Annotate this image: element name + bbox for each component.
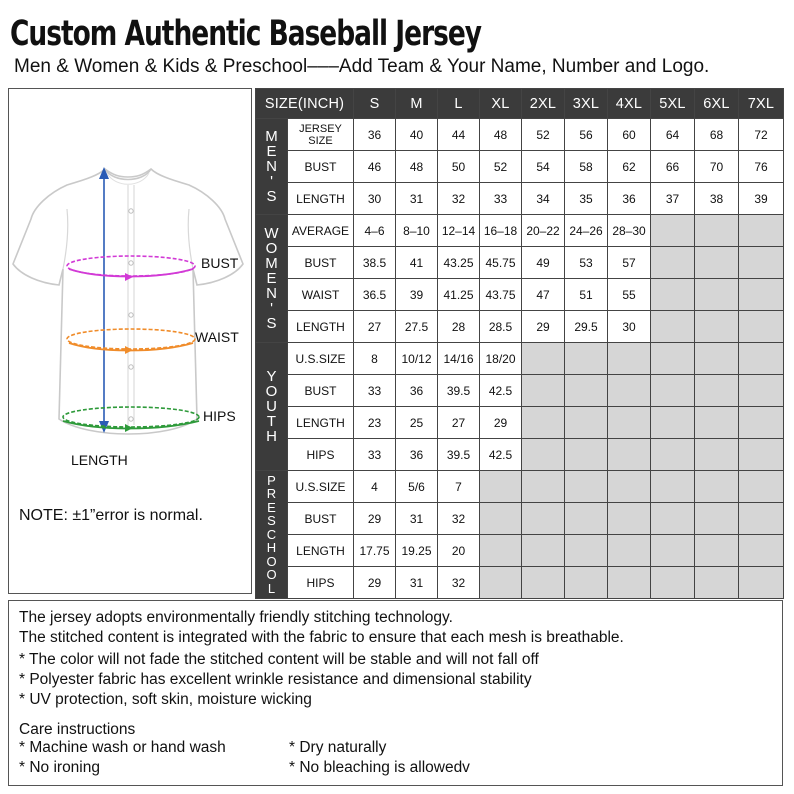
group-letter: ' bbox=[270, 173, 273, 190]
feature-bullet: * The color will not fade the stitched content will be stable and will not fall off bbox=[19, 651, 539, 668]
size-value-cell: 55 bbox=[608, 279, 651, 311]
size-value-cell bbox=[565, 407, 608, 439]
size-value-cell bbox=[739, 407, 784, 439]
row-label bbox=[288, 439, 354, 471]
table-row bbox=[256, 567, 784, 599]
size-value-cell bbox=[651, 247, 695, 279]
size-value-cell bbox=[695, 503, 739, 535]
size-value-cell: 76 bbox=[739, 151, 784, 183]
size-value-cell bbox=[695, 535, 739, 567]
group-letter: O bbox=[266, 553, 277, 569]
table-row bbox=[256, 503, 784, 535]
size-value-cell: 10/12 bbox=[396, 343, 438, 375]
size-value-cell: 39 bbox=[396, 279, 438, 311]
size-value-cell: 43.25 bbox=[438, 247, 480, 279]
size-value-cell bbox=[651, 279, 695, 311]
size-value-cell bbox=[565, 535, 608, 567]
row-label-line: SIZE bbox=[308, 134, 333, 147]
size-value-cell bbox=[739, 471, 784, 503]
size-column-header: 4XL bbox=[608, 89, 651, 119]
size-value-cell bbox=[608, 407, 651, 439]
group-letter: C bbox=[266, 526, 277, 542]
row-label-line: LENGTH bbox=[296, 319, 345, 334]
size-value-cell: 39.5 bbox=[438, 375, 480, 407]
group-label-cell bbox=[256, 471, 288, 599]
size-value-cell bbox=[522, 343, 565, 375]
size-value-cell bbox=[739, 215, 784, 247]
group-label-cell bbox=[256, 215, 288, 343]
size-value-cell bbox=[695, 407, 739, 439]
size-value-cell: 32 bbox=[438, 503, 480, 535]
group-letter: S bbox=[266, 315, 277, 332]
table-row bbox=[256, 119, 784, 151]
size-value-cell: 32 bbox=[438, 183, 480, 215]
size-value-cell: 56 bbox=[565, 119, 608, 151]
size-value-cell: 27 bbox=[438, 407, 480, 439]
size-value-cell bbox=[608, 439, 651, 471]
tolerance-note: NOTE: ±1”error is normal. bbox=[19, 507, 203, 524]
size-column-header: L bbox=[438, 89, 480, 119]
size-value-cell: 30 bbox=[608, 311, 651, 343]
size-value-cell bbox=[608, 343, 651, 375]
care-title: Care instructions bbox=[19, 721, 136, 738]
size-value-cell: 36 bbox=[396, 439, 438, 471]
size-value-cell: 27.5 bbox=[396, 311, 438, 343]
size-column-header: S bbox=[354, 89, 396, 119]
size-value-cell: 72 bbox=[739, 119, 784, 151]
size-header-row bbox=[256, 89, 784, 119]
size-value-cell bbox=[522, 471, 565, 503]
row-label-line: BUST bbox=[304, 255, 337, 270]
size-value-cell: 37 bbox=[651, 183, 695, 215]
size-value-cell: 53 bbox=[565, 247, 608, 279]
group-letter: U bbox=[266, 398, 277, 415]
row-label bbox=[288, 119, 354, 151]
size-value-cell: 44 bbox=[438, 119, 480, 151]
table-row bbox=[256, 535, 784, 567]
group-letter: P bbox=[267, 472, 276, 488]
size-value-cell: 8 bbox=[354, 343, 396, 375]
size-value-cell bbox=[522, 407, 565, 439]
size-value-cell: 36 bbox=[396, 375, 438, 407]
size-value-cell: 52 bbox=[522, 119, 565, 151]
size-value-cell bbox=[565, 375, 608, 407]
row-label-line: BUST bbox=[304, 159, 337, 174]
row-label-line: LENGTH bbox=[296, 415, 345, 430]
size-value-cell: 18/20 bbox=[480, 343, 522, 375]
size-value-cell: 50 bbox=[438, 151, 480, 183]
size-value-cell bbox=[522, 567, 565, 599]
feature-bullet: * Polyester fabric has excellent wrinkle resistance and dimensional stability bbox=[19, 671, 532, 688]
size-value-cell bbox=[651, 407, 695, 439]
hips-label: HIPS bbox=[203, 408, 236, 424]
size-value-cell bbox=[522, 375, 565, 407]
size-value-cell: 52 bbox=[480, 151, 522, 183]
size-value-cell bbox=[695, 215, 739, 247]
size-value-cell bbox=[522, 439, 565, 471]
size-value-cell: 40 bbox=[396, 119, 438, 151]
size-value-cell: 24–26 bbox=[565, 215, 608, 247]
table-row bbox=[256, 407, 784, 439]
row-label-line: WAIST bbox=[301, 287, 340, 302]
group-letter: O bbox=[265, 383, 278, 400]
size-value-cell bbox=[608, 471, 651, 503]
group-letter: H bbox=[266, 540, 277, 556]
size-unit-header: SIZE(INCH) bbox=[256, 89, 354, 119]
row-label bbox=[288, 567, 354, 599]
size-value-cell: 39.5 bbox=[438, 439, 480, 471]
row-label-line: LENGTH bbox=[296, 191, 345, 206]
table-row bbox=[256, 151, 784, 183]
group-letter: Y bbox=[266, 368, 277, 385]
size-value-cell: 45.75 bbox=[480, 247, 522, 279]
group-label-cell bbox=[256, 119, 288, 215]
size-value-cell: 39 bbox=[739, 183, 784, 215]
size-value-cell bbox=[651, 471, 695, 503]
size-value-cell: 54 bbox=[522, 151, 565, 183]
size-value-cell bbox=[480, 503, 522, 535]
row-label bbox=[288, 407, 354, 439]
size-value-cell: 35 bbox=[565, 183, 608, 215]
row-label bbox=[288, 471, 354, 503]
measurement-diagram-panel bbox=[8, 88, 252, 594]
size-value-cell: 28–30 bbox=[608, 215, 651, 247]
group-letter: T bbox=[266, 413, 277, 430]
size-value-cell bbox=[739, 279, 784, 311]
size-value-cell: 49 bbox=[522, 247, 565, 279]
size-value-cell: 48 bbox=[480, 119, 522, 151]
size-value-cell: 29.5 bbox=[565, 311, 608, 343]
group-letter: N bbox=[266, 158, 277, 175]
size-value-cell bbox=[608, 503, 651, 535]
size-value-cell: 16–18 bbox=[480, 215, 522, 247]
size-value-cell: 31 bbox=[396, 503, 438, 535]
size-value-cell: 31 bbox=[396, 183, 438, 215]
size-value-cell bbox=[608, 375, 651, 407]
size-value-cell: 29 bbox=[522, 311, 565, 343]
row-label-line: JERSEY bbox=[299, 122, 342, 135]
size-value-cell: 25 bbox=[396, 407, 438, 439]
size-value-cell bbox=[565, 567, 608, 599]
group-letter: E bbox=[266, 143, 277, 160]
group-letter: M bbox=[265, 255, 278, 272]
size-value-cell bbox=[565, 439, 608, 471]
size-value-cell: 23 bbox=[354, 407, 396, 439]
size-value-cell bbox=[651, 375, 695, 407]
group-letter: L bbox=[267, 580, 276, 596]
size-value-cell bbox=[695, 471, 739, 503]
size-column-header: 7XL bbox=[739, 89, 784, 119]
row-label-line: U.S.SIZE bbox=[295, 479, 346, 494]
size-value-cell bbox=[739, 439, 784, 471]
table-row bbox=[256, 375, 784, 407]
size-value-cell bbox=[651, 439, 695, 471]
size-value-cell bbox=[651, 343, 695, 375]
table-row bbox=[256, 215, 784, 247]
size-value-cell: 36 bbox=[354, 119, 396, 151]
details-line-1: The jersey adopts environmentally friendly stitching technology. bbox=[19, 609, 453, 626]
feature-bullet: * UV protection, soft skin, moisture wicking bbox=[19, 691, 312, 708]
row-label-line: BUST bbox=[304, 383, 337, 398]
size-value-cell: 27 bbox=[354, 311, 396, 343]
size-value-cell: 33 bbox=[354, 375, 396, 407]
row-label-line: LENGTH bbox=[296, 543, 345, 558]
size-value-cell: 31 bbox=[396, 567, 438, 599]
size-value-cell: 68 bbox=[695, 119, 739, 151]
size-value-cell bbox=[651, 215, 695, 247]
size-value-cell bbox=[522, 535, 565, 567]
page-subtitle: Men & Women & Kids & Preschool–––Add Team & Your Name, Number and Logo. bbox=[14, 56, 710, 77]
size-value-cell bbox=[739, 375, 784, 407]
size-value-cell: 38 bbox=[695, 183, 739, 215]
size-value-cell bbox=[480, 535, 522, 567]
size-value-cell bbox=[608, 535, 651, 567]
size-value-cell: 29 bbox=[480, 407, 522, 439]
waist-label: WAIST bbox=[195, 329, 239, 345]
size-value-cell: 36 bbox=[608, 183, 651, 215]
size-value-cell: 43.75 bbox=[480, 279, 522, 311]
group-letter: H bbox=[266, 428, 277, 445]
size-value-cell: 32 bbox=[438, 567, 480, 599]
size-value-cell: 42.5 bbox=[480, 375, 522, 407]
size-column-header: 5XL bbox=[651, 89, 695, 119]
size-value-cell bbox=[739, 247, 784, 279]
row-label bbox=[288, 151, 354, 183]
group-letter: E bbox=[267, 499, 276, 515]
size-value-cell bbox=[695, 343, 739, 375]
group-letter: S bbox=[266, 188, 277, 205]
product-details-panel bbox=[8, 600, 783, 786]
size-value-cell bbox=[522, 503, 565, 535]
jersey-shirt-icon bbox=[9, 89, 253, 489]
size-column-header: XL bbox=[480, 89, 522, 119]
size-value-cell: 7 bbox=[438, 471, 480, 503]
size-value-cell: 4 bbox=[354, 471, 396, 503]
group-letter: M bbox=[265, 128, 278, 145]
size-value-cell bbox=[608, 567, 651, 599]
row-label-line: HIPS bbox=[306, 575, 335, 590]
size-value-cell bbox=[651, 535, 695, 567]
size-value-cell: 28 bbox=[438, 311, 480, 343]
row-label bbox=[288, 279, 354, 311]
size-column-header: 3XL bbox=[565, 89, 608, 119]
table-row bbox=[256, 343, 784, 375]
size-value-cell: 34 bbox=[522, 183, 565, 215]
size-value-cell: 20–22 bbox=[522, 215, 565, 247]
group-letter: R bbox=[266, 486, 277, 502]
size-value-cell bbox=[739, 535, 784, 567]
row-label-line: BUST bbox=[304, 511, 337, 526]
size-value-cell bbox=[565, 503, 608, 535]
size-value-cell: 48 bbox=[396, 151, 438, 183]
table-row bbox=[256, 311, 784, 343]
row-label bbox=[288, 183, 354, 215]
row-label bbox=[288, 247, 354, 279]
group-letter: W bbox=[264, 225, 279, 242]
size-value-cell bbox=[651, 311, 695, 343]
size-value-cell: 42.5 bbox=[480, 439, 522, 471]
length-label: LENGTH bbox=[71, 452, 128, 468]
size-value-cell: 51 bbox=[565, 279, 608, 311]
size-value-cell: 66 bbox=[651, 151, 695, 183]
size-value-cell: 33 bbox=[354, 439, 396, 471]
row-label bbox=[288, 343, 354, 375]
table-row bbox=[256, 471, 784, 503]
size-value-cell bbox=[565, 343, 608, 375]
size-value-cell: 8–10 bbox=[396, 215, 438, 247]
size-value-cell: 47 bbox=[522, 279, 565, 311]
size-value-cell bbox=[565, 471, 608, 503]
size-chart-table bbox=[255, 88, 784, 599]
row-label bbox=[288, 215, 354, 247]
size-value-cell: 41 bbox=[396, 247, 438, 279]
size-column-header: 2XL bbox=[522, 89, 565, 119]
size-value-cell: 38.5 bbox=[354, 247, 396, 279]
size-value-cell: 30 bbox=[354, 183, 396, 215]
size-value-cell: 12–14 bbox=[438, 215, 480, 247]
size-value-cell bbox=[695, 247, 739, 279]
care-item: * Machine wash or hand wash bbox=[19, 739, 226, 756]
row-label bbox=[288, 311, 354, 343]
table-row bbox=[256, 439, 784, 471]
size-value-cell: 28.5 bbox=[480, 311, 522, 343]
group-letter: O bbox=[265, 240, 278, 257]
group-label-cell bbox=[256, 343, 288, 471]
group-letter: S bbox=[267, 513, 276, 529]
size-column-header: M bbox=[396, 89, 438, 119]
page-title: Custom Authentic Baseball Jersey bbox=[10, 14, 482, 54]
size-value-cell bbox=[695, 567, 739, 599]
size-value-cell bbox=[480, 471, 522, 503]
size-value-cell bbox=[695, 375, 739, 407]
size-value-cell bbox=[739, 567, 784, 599]
group-letter: ' bbox=[270, 300, 273, 317]
bust-label: BUST bbox=[201, 255, 239, 271]
row-label-line: U.S.SIZE bbox=[295, 351, 346, 366]
size-table-body bbox=[256, 119, 784, 599]
size-value-cell: 60 bbox=[608, 119, 651, 151]
size-value-cell: 62 bbox=[608, 151, 651, 183]
row-label-line: AVERAGE bbox=[291, 223, 350, 238]
size-value-cell bbox=[651, 567, 695, 599]
size-value-cell bbox=[695, 279, 739, 311]
row-label bbox=[288, 535, 354, 567]
size-value-cell: 41.25 bbox=[438, 279, 480, 311]
size-value-cell: 58 bbox=[565, 151, 608, 183]
table-row bbox=[256, 183, 784, 215]
size-value-cell bbox=[739, 311, 784, 343]
size-value-cell: 46 bbox=[354, 151, 396, 183]
size-value-cell: 36.5 bbox=[354, 279, 396, 311]
size-value-cell: 33 bbox=[480, 183, 522, 215]
row-label bbox=[288, 375, 354, 407]
size-value-cell: 29 bbox=[354, 503, 396, 535]
size-column-header: 6XL bbox=[695, 89, 739, 119]
group-letter: O bbox=[266, 567, 277, 583]
size-value-cell: 64 bbox=[651, 119, 695, 151]
size-value-cell: 70 bbox=[695, 151, 739, 183]
size-value-cell: 5/6 bbox=[396, 471, 438, 503]
size-value-cell: 20 bbox=[438, 535, 480, 567]
table-row bbox=[256, 279, 784, 311]
row-label-line: HIPS bbox=[306, 447, 335, 462]
size-value-cell: 4–6 bbox=[354, 215, 396, 247]
row-label bbox=[288, 503, 354, 535]
size-value-cell: 17.75 bbox=[354, 535, 396, 567]
table-row bbox=[256, 247, 784, 279]
size-value-cell: 14/16 bbox=[438, 343, 480, 375]
size-value-cell bbox=[480, 567, 522, 599]
group-letter: N bbox=[266, 285, 277, 302]
group-letter: E bbox=[266, 270, 277, 287]
care-item: * Dry naturally bbox=[289, 739, 387, 756]
care-item: * No ironing bbox=[19, 759, 100, 776]
size-value-cell bbox=[695, 439, 739, 471]
size-value-cell bbox=[739, 343, 784, 375]
size-value-cell bbox=[651, 503, 695, 535]
size-value-cell: 29 bbox=[354, 567, 396, 599]
size-value-cell bbox=[739, 503, 784, 535]
care-item: * No bleaching is allowedv bbox=[289, 759, 470, 776]
size-value-cell: 57 bbox=[608, 247, 651, 279]
details-line-2: The stitched content is integrated with the fabric to ensure that each mesh is breathable. bbox=[19, 629, 624, 646]
size-value-cell bbox=[695, 311, 739, 343]
size-value-cell: 19.25 bbox=[396, 535, 438, 567]
